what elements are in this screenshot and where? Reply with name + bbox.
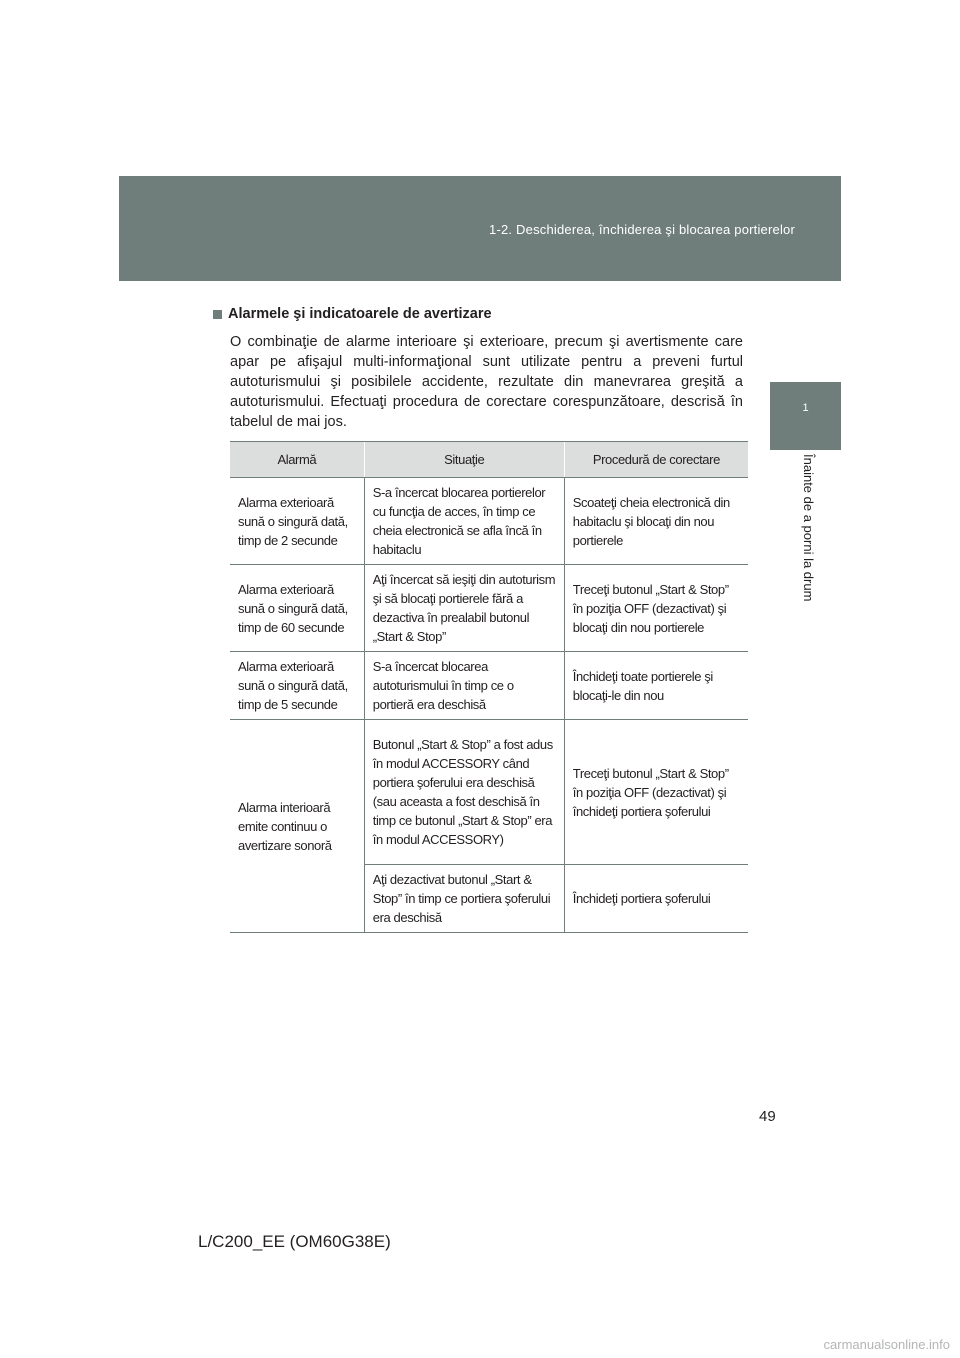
cell-alarm: Alarma exterioară sună o singură dată, timp de 5 secunde: [230, 652, 364, 720]
table-row: [230, 478, 748, 565]
header-alarm: Alarmă: [230, 442, 364, 478]
table-row: [230, 720, 748, 865]
section-heading-text: Alarmele şi indicatoarele de avertizare: [228, 306, 492, 322]
cell-situation: S-a încercat blocarea autoturismului în timp ce o portieră era deschisă: [364, 652, 564, 720]
cell-procedure: Treceţi butonul „Start & Stop” în poziţia OFF (dezactivat) şi închideţi portiera şoferului: [564, 720, 748, 865]
cell-procedure: Închideţi toate portierele şi blocaţi-le din nou: [564, 652, 748, 720]
cell-situation: Aţi încercat să ieşiţi din autoturism şi să blocaţi portierele fără a dezactiva în prealabil butonul „Start & Stop”: [364, 565, 564, 652]
alarm-table: [230, 441, 748, 933]
cell-situation: S-a încercat blocarea portierelor cu funcţia de acces, în timp ce cheia electronică se afla încă în habitaclu: [364, 478, 564, 565]
section-body: O combinaţie de alarme interioare şi exterioare, precum şi avertismente care apar pe afişajul multi-informaţional sunt utilizate pentru a preveni furtul autoturismului şi posibilele accidente, rezultate din manevrarea greşită a autoturismului. Efectuaţi procedura de corectare corespunzătoare, descrisă în tabelul de mai jos.: [230, 334, 743, 430]
document-code: L/C200_EE (OM60G38E): [198, 1232, 391, 1251]
chapter-title: 1-2. Deschiderea, închiderea şi blocarea portierelor: [489, 222, 795, 237]
square-bullet-icon: [213, 310, 222, 319]
alarms-section: [213, 306, 743, 432]
chapter-header-band: [119, 176, 841, 281]
header-situation: Situaţie: [364, 442, 564, 478]
cell-procedure: Treceţi butonul „Start & Stop” în poziţia OFF (dezactivat) şi blocaţi din nou portierele: [564, 565, 748, 652]
table-row: [230, 652, 748, 720]
section-heading: [213, 306, 743, 322]
page-number: 49: [759, 1108, 776, 1125]
chapter-side-tab: [770, 382, 841, 450]
cell-procedure: Închideţi portiera şoferului: [564, 865, 748, 933]
cell-alarm: Alarma exterioară sună o singură dată, timp de 60 secunde: [230, 565, 364, 652]
chapter-number: 1: [802, 402, 809, 414]
cell-procedure: Scoateţi cheia electronică din habitaclu şi blocaţi din nou portierele: [564, 478, 748, 565]
table-row: [230, 565, 748, 652]
table-header-row: [230, 442, 748, 478]
cell-alarm: Alarma exterioară sună o singură dată, timp de 2 secunde: [230, 478, 364, 565]
cell-situation: Butonul „Start & Stop” a fost adus în modul ACCESSORY când portiera şoferului era deschisă (sau aceasta a fost deschisă în timp ce butonul „Start & Stop” era în modul ACCESSORY): [364, 720, 564, 865]
cell-situation: Aţi dezactivat butonul „Start & Stop” în timp ce portiera şoferului era deschisă: [364, 865, 564, 933]
watermark: carmanualsonline.info: [823, 1337, 950, 1352]
chapter-side-label: Înainte de a porni la drum: [801, 454, 816, 602]
cell-alarm: Alarma interioară emite continuu o avertizare sonoră: [230, 720, 364, 933]
header-procedure: Procedură de corectare: [564, 442, 748, 478]
